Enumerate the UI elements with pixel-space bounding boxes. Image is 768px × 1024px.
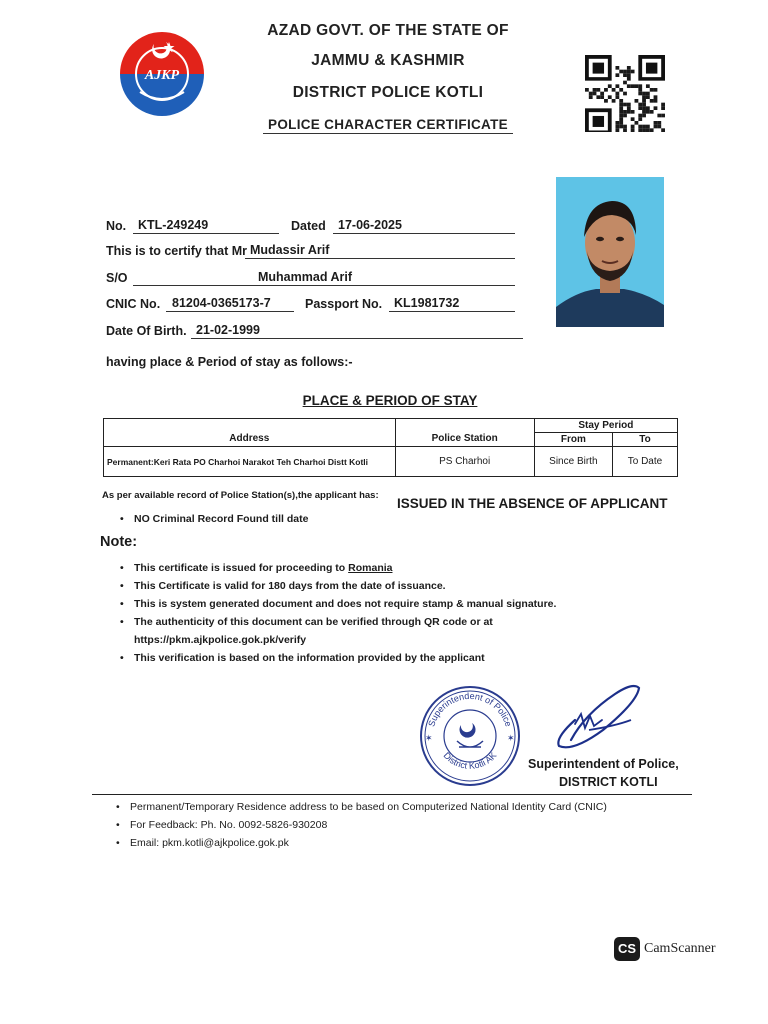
header-line-3: DISTRICT POLICE KOTLI <box>292 84 484 101</box>
stay-from: Since Birth <box>534 447 612 477</box>
list-item: • Permanent/Temporary Residence address to be based on Computerized National Identity Card (CNIC) <box>116 798 607 816</box>
dob-underline <box>191 338 523 339</box>
note-heading: Note: <box>100 534 138 550</box>
stay-table <box>103 418 678 477</box>
stamp-top-text: Superintendent of Police <box>426 690 514 728</box>
record-list <box>120 510 308 528</box>
note-4-line-1: The authenticity of this document can be verified through QR code or at <box>134 616 493 628</box>
dated-underline <box>333 233 515 234</box>
certificate-no-underline <box>133 233 279 234</box>
no-criminal-record: • NO Criminal Record Found till date <box>120 510 308 528</box>
cnic-underline <box>166 311 294 312</box>
dated-label: Dated <box>291 219 326 233</box>
signature-image <box>545 680 650 755</box>
police-station-header: Police Station <box>395 419 534 447</box>
police-stamp <box>417 683 523 789</box>
note-1-text: This certificate is issued for proceeding to <box>134 562 349 574</box>
stay-period-header: Stay Period <box>534 419 677 433</box>
address-header: Address <box>104 419 396 447</box>
passport-underline <box>389 311 515 312</box>
header-line-1: AZAD GOVT. OF THE STATE OF <box>267 22 509 39</box>
cnic-label: CNIC No. <box>106 297 161 311</box>
destination-country: Romania <box>348 562 393 574</box>
father-name: Muhammad Arif <box>258 270 352 284</box>
as-per-record-text: As per available record of Police Station(s),the applicant has: <box>102 490 379 501</box>
list-item: • This verification is based on the information provided by the applicant <box>120 649 556 667</box>
list-item: • Email: pkm.kotli@ajkpolice.gok.pk <box>116 834 607 852</box>
stay-station: PS Charhoi <box>395 447 534 477</box>
cnic-value: 81204-0365173-7 <box>172 296 271 310</box>
certificate-no-label: No. <box>106 219 127 233</box>
passport-label: Passport No. <box>305 297 383 311</box>
header-line-2: JAMMU & KASHMIR <box>311 52 465 69</box>
svg-text:✶: ✶ <box>507 733 515 743</box>
list-item: • For Feedback: Ph. No. 0092-5826-930208 <box>116 816 607 834</box>
stay-to: To Date <box>612 447 677 477</box>
dated-value: 17-06-2025 <box>338 218 402 232</box>
passport-value: KL1981732 <box>394 296 460 310</box>
dob-value: 21-02-1999 <box>196 323 260 337</box>
applicant-photo <box>556 177 664 327</box>
notes-list <box>120 559 556 667</box>
applicant-name: Mudassir Arif <box>250 243 330 257</box>
list-item: • This is system generated document and does not require stamp & manual signature. <box>120 595 556 613</box>
dob-label: Date Of Birth. <box>106 324 187 338</box>
list-item <box>120 559 556 577</box>
table-row <box>104 447 678 477</box>
signatory-title: Superintendent of Police, <box>528 757 679 771</box>
stamp-bottom-text: District Kotli AK <box>441 750 499 771</box>
svg-text:District Kotli AK <box>442 750 499 771</box>
to-header: To <box>612 433 677 447</box>
stay-section-title: PLACE & PERIOD OF STAY <box>302 393 478 408</box>
name-underline <box>245 258 515 259</box>
from-header: From <box>534 433 612 447</box>
stay-address: Permanent:Keri Rata PO Charhoi Narakot Teh Charhoi Distt Kotli <box>104 447 396 477</box>
footer-divider <box>92 794 692 795</box>
list-item: • This Certificate is valid for 180 days from the date of issuance. <box>120 577 556 595</box>
police-logo <box>118 30 206 118</box>
issued-absence-text: ISSUED IN THE ABSENCE OF APPLICANT <box>397 496 668 511</box>
footer-list <box>116 798 607 852</box>
svg-text:✶: ✶ <box>425 733 433 743</box>
certify-label: This is to certify that Mr <box>106 244 247 258</box>
certificate-no-value: KTL-249249 <box>138 218 209 232</box>
certificate-title: POLICE CHARACTER CERTIFICATE <box>268 117 508 132</box>
having-place-text: having place & Period of stay as follows:- <box>106 355 353 369</box>
signatory-district: DISTRICT KOTLI <box>559 775 658 789</box>
son-of-label: S/O <box>106 271 128 285</box>
father-underline <box>133 285 515 286</box>
camscanner-watermark <box>614 936 716 962</box>
qr-code[interactable] <box>585 55 665 132</box>
certificate-title-underline <box>263 133 513 134</box>
camscanner-icon: CS <box>614 937 640 961</box>
list-item <box>120 613 556 649</box>
logo-text: AJKP <box>144 68 180 83</box>
verify-link[interactable]: https://pkm.ajkpolice.gok.pk/verify <box>134 634 307 646</box>
camscanner-brand: CamScanner <box>644 941 716 956</box>
